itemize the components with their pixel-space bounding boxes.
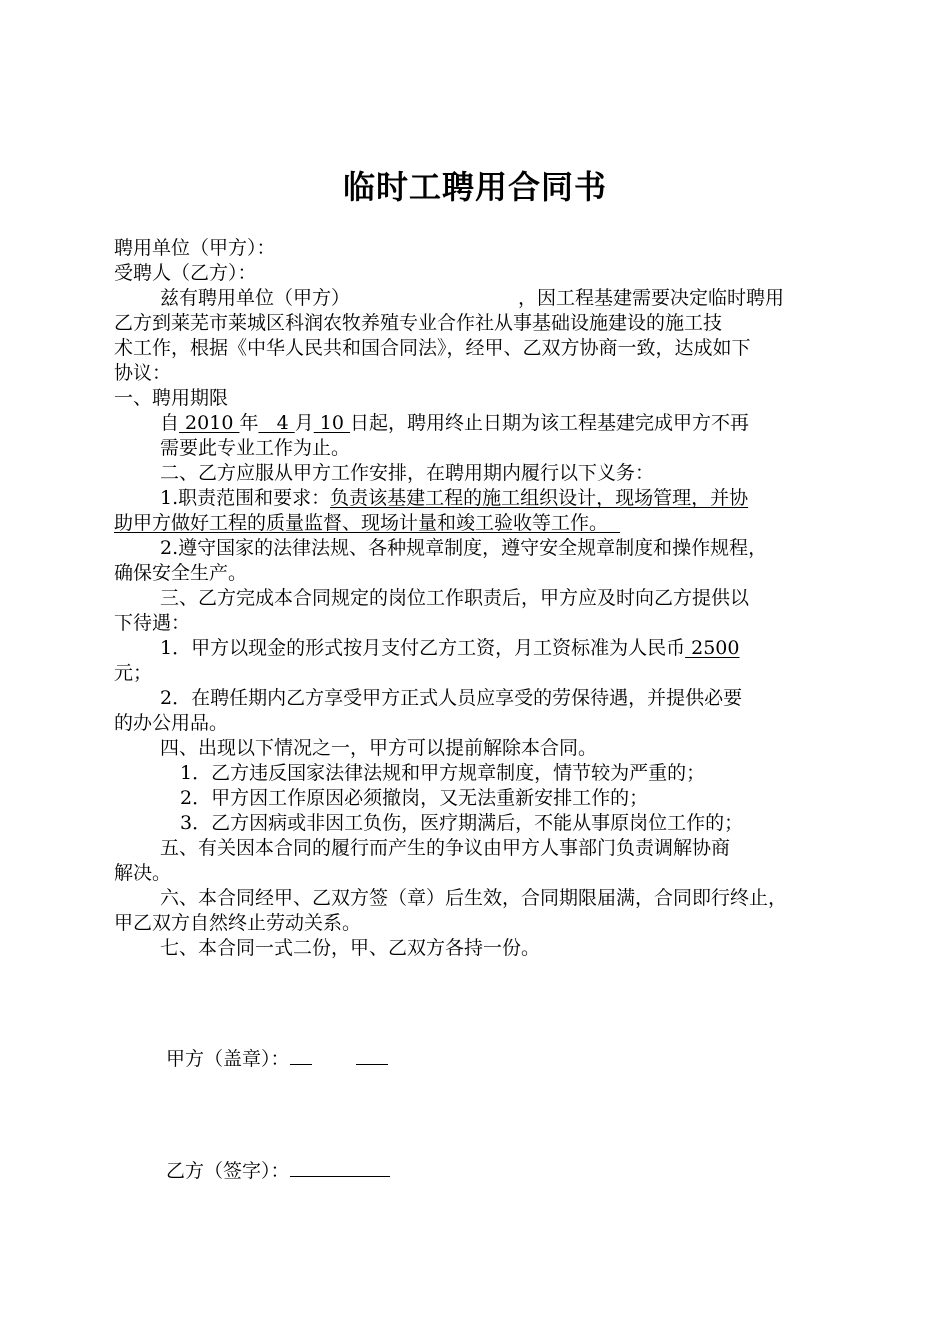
- party-a-seal-label: 甲方（盖章）：: [166, 1048, 290, 1070]
- term-text: 自: [160, 412, 180, 434]
- duty-2-line-1: 2.遵守国家的法律法规、各种规章制度，遵守安全规章制度和操作规程，: [160, 537, 768, 559]
- party-a-seal-blank-2[interactable]: [356, 1046, 388, 1065]
- intro-line-1: [114, 286, 844, 311]
- benefit-1-line-1: [114, 636, 844, 661]
- start-year: 2010: [179, 412, 240, 434]
- term-text: 月: [294, 412, 314, 434]
- intro-line-4: 协议：: [114, 362, 172, 384]
- term-text: 日起，聘用终止日期为该工程基建完成甲方不再: [350, 412, 750, 434]
- party-b-signature: [166, 1158, 390, 1184]
- monthly-salary: 2500: [685, 637, 740, 659]
- intro-text: 兹有聘用单位（甲方）: [160, 287, 351, 309]
- duty-2-line-2: 确保安全生产。: [114, 562, 248, 584]
- section-4-heading: 四、出现以下情况之一，甲方可以提前解除本合同。: [160, 737, 598, 759]
- section-2-heading: 二、乙方应服从甲方工作安排，在聘用期内履行以下义务：: [160, 462, 655, 484]
- contract-body: [114, 236, 844, 961]
- start-month: 4: [258, 412, 295, 434]
- duty-1-line-1: [114, 486, 844, 511]
- term-end-line: 需要此专业工作为止。: [160, 437, 351, 459]
- party-a-seal-blank-1[interactable]: [290, 1046, 312, 1065]
- duty-1-text: 负责该基建工程的施工组织设计，现场管理，并协: [330, 487, 749, 509]
- term-start-line: [114, 411, 844, 436]
- intro-text: ，因工程基建需要决定临时聘用: [518, 287, 785, 309]
- benefit-2-line-1: 2．在聘任期内乙方享受甲方正式人员应享受的劳保待遇，并提供必要: [160, 687, 743, 709]
- termination-item-2: 2．甲方因工作原因必须撤岗，又无法重新安排工作的；: [180, 787, 649, 809]
- party-b-sign-label: 乙方（签字）：: [166, 1160, 290, 1182]
- duty-underline-tail: [608, 512, 620, 534]
- benefit-2-line-2: 的办公用品。: [114, 712, 229, 734]
- section-1-heading: 一、聘用期限: [114, 387, 229, 409]
- document-title: 临时工聘用合同书: [342, 168, 607, 206]
- party-a-label: 聘用单位（甲方）：: [114, 237, 276, 259]
- intro-line-3: 术工作，根据《中华人民共和国合同法》，经甲、乙双方协商一致，达成如下: [114, 337, 751, 359]
- section-5-line-1: 五、有关因本合同的履行而产生的争议由甲方人事部门负责调解协商: [160, 837, 731, 859]
- party-a-signature: [166, 1046, 388, 1072]
- termination-item-1: 1．乙方违反国家法律法规和甲方规章制度，情节较为严重的；: [180, 762, 706, 784]
- section-3-heading: 三、乙方完成本合同规定的岗位工作职责后，甲方应及时向乙方提供以: [160, 587, 750, 609]
- benefit-1-text: 1．甲方以现金的形式按月支付乙方工资，月工资标准为人民币: [160, 637, 686, 659]
- section-5-line-2: 解决。: [114, 862, 172, 884]
- intro-line-2: 乙方到莱芜市莱城区科润农牧养殖专业合作社从事基础设施建设的施工技: [114, 312, 723, 334]
- duty-1-line-2: [114, 511, 844, 536]
- section-3-heading-cont: 下待遇：: [114, 612, 191, 634]
- section-6-line-1: 六、本合同经甲、乙双方签（章）后生效，合同期限届满，合同即行终止，: [160, 887, 788, 909]
- section-6-line-2: 甲乙双方自然终止劳动关系。: [114, 912, 362, 934]
- term-text: 年: [239, 412, 259, 434]
- start-day: 10: [313, 412, 350, 434]
- section-7: 七、本合同一式二份，甲、乙双方各持一份。: [160, 937, 541, 959]
- duty-1-text: 助甲方做好工程的质量监督、现场计量和竣工验收等工作。: [114, 512, 609, 534]
- duty-1-label: 1.职责范围和要求：: [160, 487, 331, 509]
- party-b-sign-blank[interactable]: [290, 1158, 390, 1177]
- benefit-1-line-2: 元；: [114, 662, 153, 684]
- termination-item-3: 3．乙方因病或非因工负伤，医疗期满后，不能从事原岗位工作的；: [180, 812, 744, 834]
- party-b-label: 受聘人（乙方）：: [114, 262, 257, 284]
